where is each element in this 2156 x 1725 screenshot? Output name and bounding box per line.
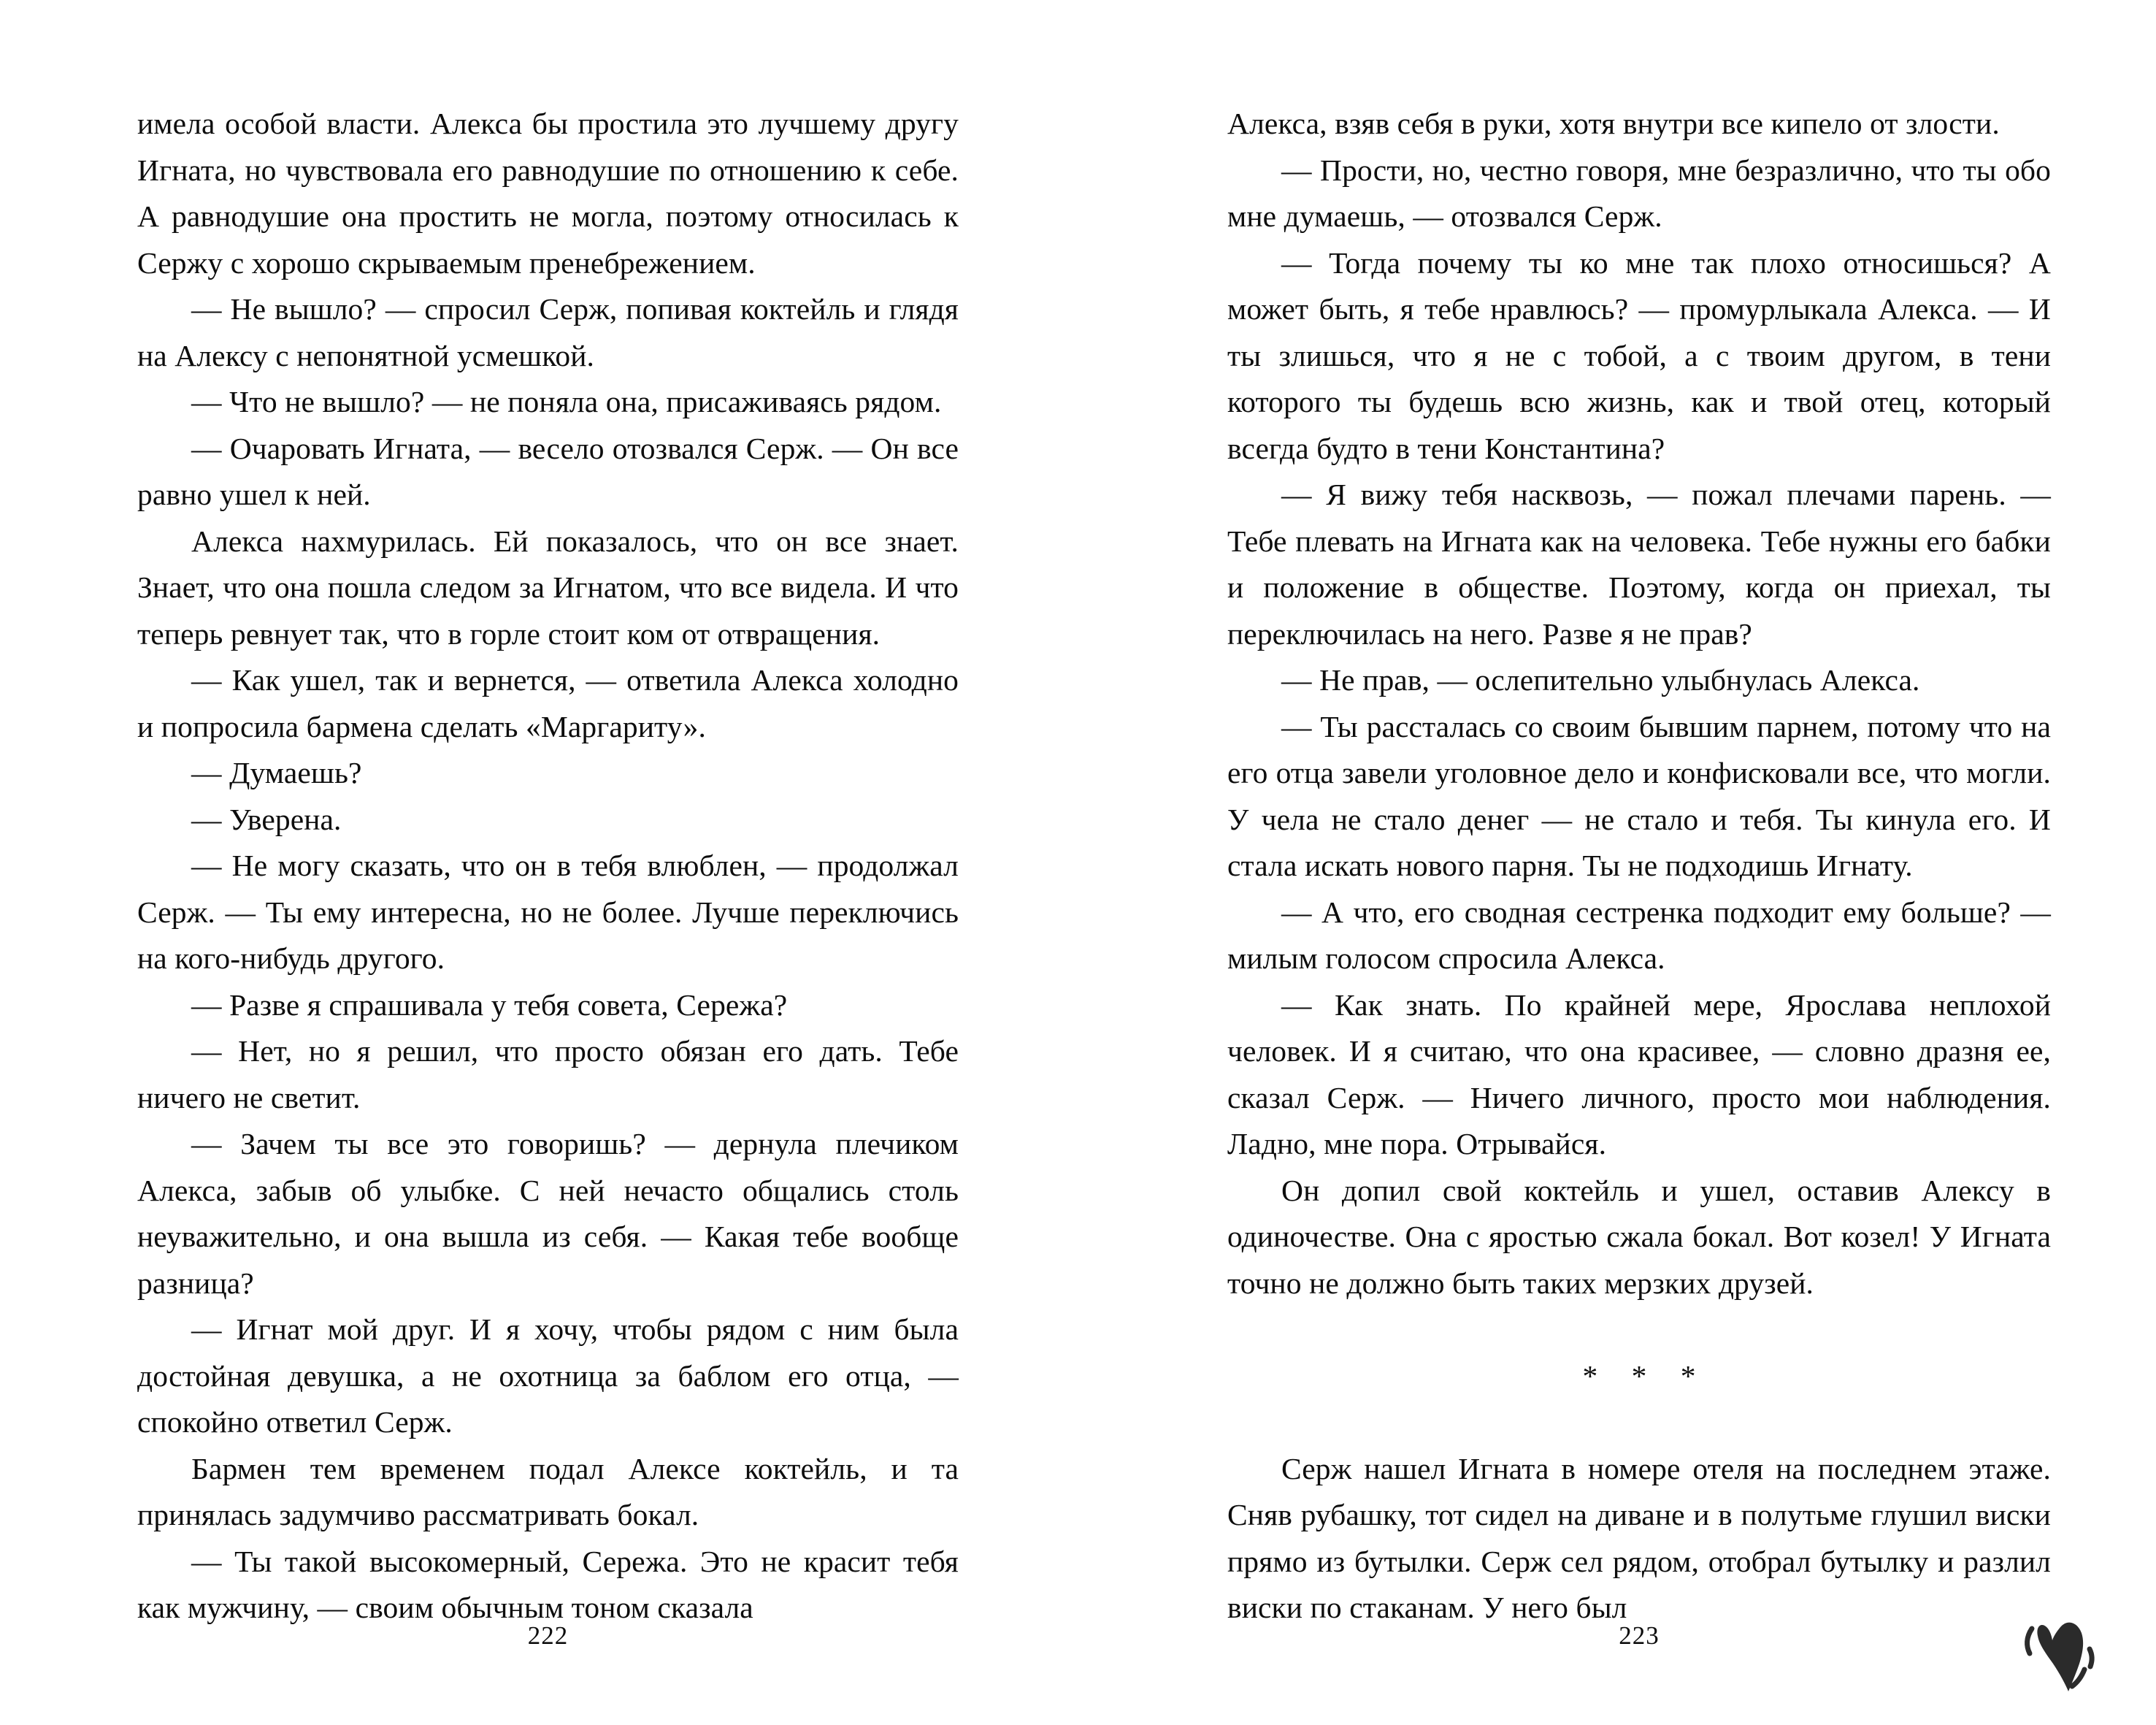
paragraph: Серж нашел Игната в номере отеля на последнем этаже. Сняв рубашку, тот сидел на диване и в полутьме глушил виски прямо из бутылки. Серж сел рядом, отобрал бутылку и разлил виски по стаканам. У него был xyxy=(1227,1451,2051,1624)
paragraph: — Очаровать Игната, — весело отозвался Серж. — Он все равно ушел к ней. xyxy=(137,431,959,511)
paragraph: Бармен тем временем подал Алексе коктейль, и та принялась задумчиво рассматривать бокал. xyxy=(137,1451,959,1531)
paragraph: — Не могу сказать, что он в тебя влюблен, — продолжал Серж. — Ты ему интересна, но не более. Лучше переключись на кого-нибудь другого. xyxy=(137,849,959,975)
page-number-right: 223 xyxy=(1619,1621,1660,1650)
paragraph: — Нет, но я решил, что просто обязан его дать. Тебе ничего не светит. xyxy=(137,1034,959,1114)
paragraph: Алекса нахмурилась. Ей показалось, что он все знает. Знает, что она пошла следом за Игнатом, что все видела. И что теперь ревнует так, что в горле стоит ком от отвращения. xyxy=(137,524,959,651)
paragraph: — Прости, но, честно говоря, мне безразлично, что ты обо мне думаешь, — отозвался Серж. xyxy=(1227,153,2051,233)
paragraph: Алекса, взяв себя в руки, хотя внутри все кипело от злости. xyxy=(1227,107,2000,140)
paragraph: — Думаешь? xyxy=(191,756,362,789)
paragraph: — Как знать. По крайней мере, Ярослава неплохой человек. И я считаю, что она красивее, — словно дразня ее, сказал Серж. — Ничего личного, просто мои наблюдения. Ладно, мне пора. Отрывайся. xyxy=(1227,987,2051,1160)
paragraph: — Ты такой высокомерный, Сережа. Это не красит тебя как мужчину, — своим обычным тоном сказала xyxy=(137,1544,959,1624)
left-page-textblock xyxy=(137,101,959,1632)
paragraph: — Тогда почему ты ко мне так плохо относишься? А может быть, я тебе нравлюсь? — промурлыкала Алекса. — И ты злишься, что я не с тобой, а с твоим другом, в тени которого ты будешь всю жизнь, как и твой отец, который всегда будто в тени Константина? xyxy=(1227,245,2051,465)
paragraph: Он допил свой коктейль и ушел, оставив Алексу в одиночестве. Она с яростью сжала бокал. Вот козел! У Игната точно не должно быть таких мерзких друзей. xyxy=(1227,1173,2051,1300)
paragraph: — Как ушел, так и вернется, — ответила Алекса холодно и попросила бармена сделать «Маргариту». xyxy=(137,663,959,743)
scene-break-divider: * * * xyxy=(1582,1358,1709,1393)
paragraph: — Разве я спрашивала у тебя совета, Сережа? xyxy=(191,987,788,1022)
paragraph: — А что, его сводная сестренка подходит ему больше? — милым голосом спросила Алекса. xyxy=(1227,895,2051,975)
paragraph: — Ты рассталась со своим бывшим парнем, потому что на его отца завели уголовное дело и конфисковали все, что могли. У чела не стало денег — не стало и тебя. Ты кинула его. И стала искать нового парня. Ты не подходишь Игнату. xyxy=(1227,709,2051,882)
paragraph: — Не прав, — ослепительно улыбнулась Алекса. xyxy=(1281,663,1920,697)
page-number-left: 222 xyxy=(527,1621,569,1650)
page-right xyxy=(1078,0,2156,1725)
paragraph: — Уверена. xyxy=(191,802,342,836)
paragraph: — Не вышло? — спросил Серж, попивая коктейль и глядя на Алексу с непонятной усмешкой. xyxy=(137,292,959,372)
paragraph: — Игнат мой друг. И я хочу, чтобы рядом с ним была достойная девушка, а не охотница за баблом его отца, — спокойно ответил Серж. xyxy=(137,1312,959,1439)
paragraph: — Что не вышло? — не поняла она, присаживаясь рядом. xyxy=(191,385,942,418)
paragraph: — Я вижу тебя насквозь, — пожал плечами парень. — Тебе плевать на Игната как на человека. Тебе нужны его бабки и положение в обществе. Поэтому, когда он приехал, ты переключилась на него. Разве я не прав? xyxy=(1227,478,2051,651)
paragraph: имела особой власти. Алекса бы простила это лучшему другу Игната, но чувствовала его равнодушие по отношению к себе. А равнодушие она простить не могла, поэтому относилась к Сержу с хорошо скрываемым пренебрежением. xyxy=(137,107,959,280)
right-page-textblock xyxy=(1227,101,2051,1632)
paragraph: — Зачем ты все это говоришь? — дернула плечиком Алекса, забыв об улыбке. С ней нечасто общались столь неуважительно, и она вышла из себя. — Какая тебе вообще разница? xyxy=(137,1127,959,1300)
